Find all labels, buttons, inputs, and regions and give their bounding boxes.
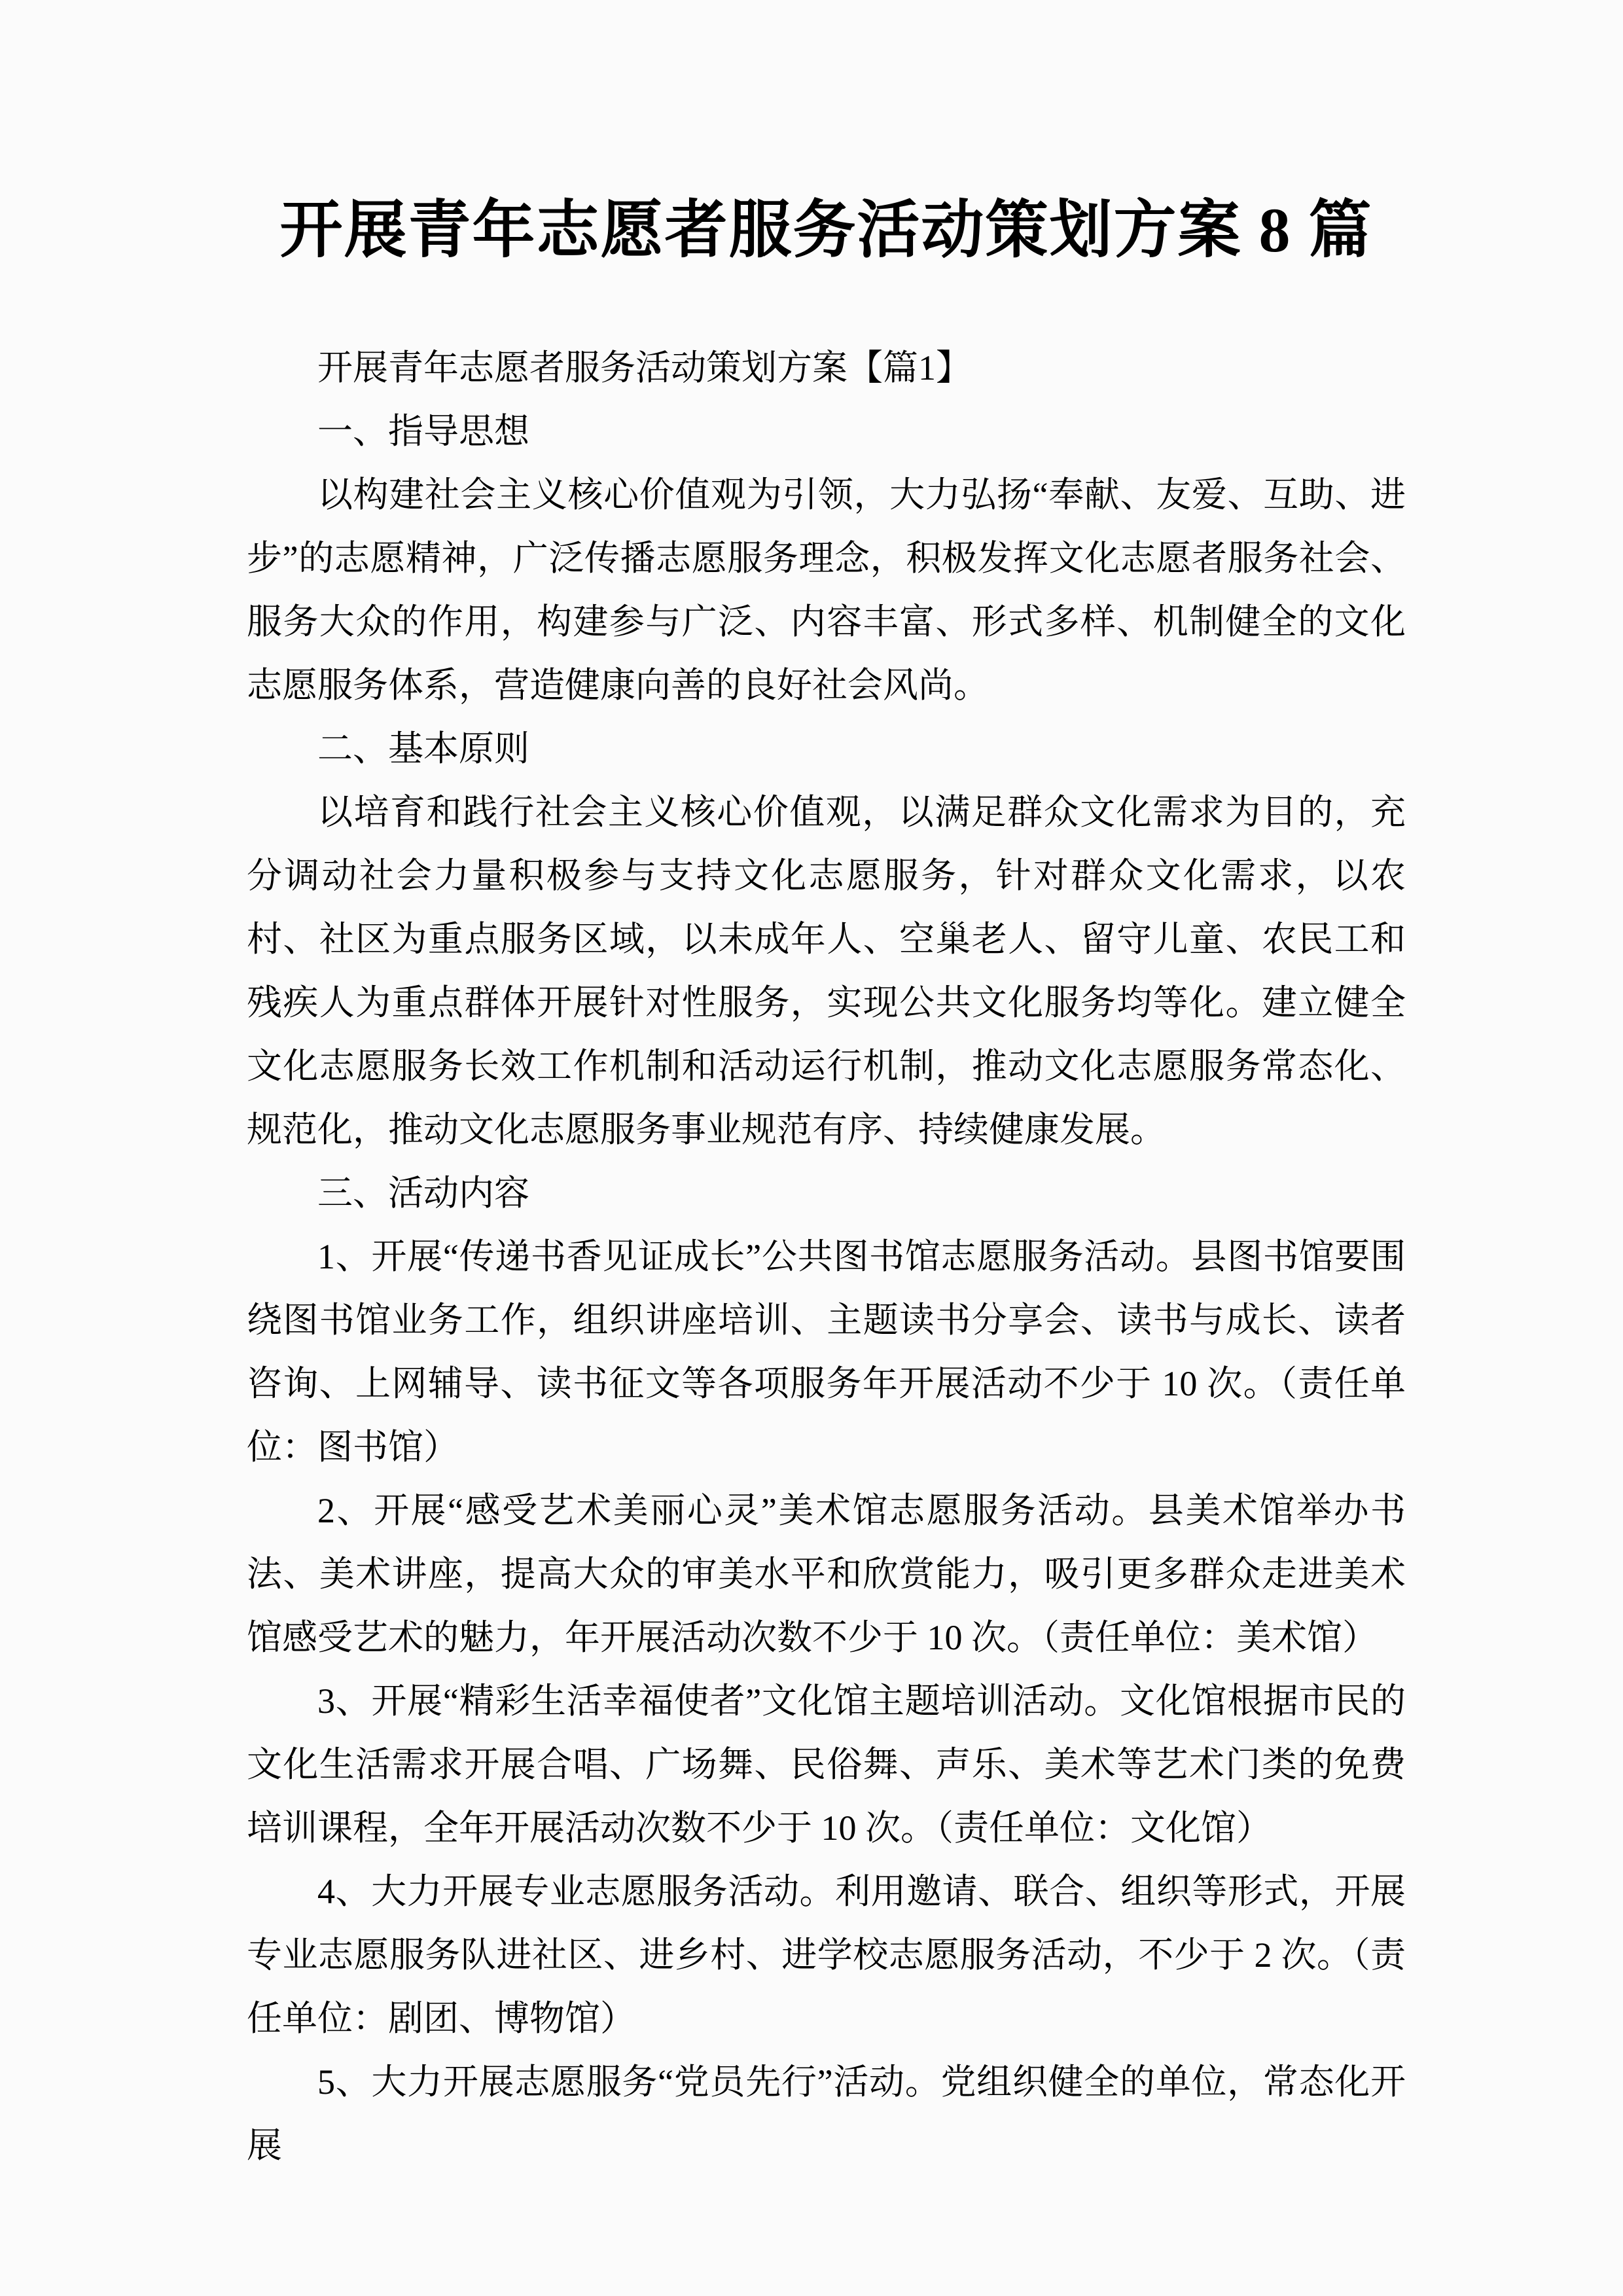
document-title: 开展青年志愿者服务活动策划方案 8 篇 (279, 195, 1373, 265)
paragraph-section-2-heading: 二、基本原则 (317, 729, 529, 768)
paragraph-section-3-heading: 三、活动内容 (317, 1174, 529, 1213)
paragraph-activity-3: 3、开展“精彩生活幸福使者”文化馆主题培训活动。文化馆根据市民的文化生活需求开展合唱、广场舞、民俗舞、声乐、美术等艺术门类的免费培训课程，全年开展活动次数不少于 10 次。（责任单位：文化馆） (247, 1681, 1406, 1848)
paragraph-section-2-body: 以培育和践行社会主义核心价值观，以满足群众文化需求为目的，充分调动社会力量积极参与支持文化志愿服务，针对群众文化需求，以农村、社区为重点服务区域，以未成年人、空巢老人、留守儿童、农民工和残疾人为重点群体开展针对性服务，实现公共文化服务均等化。建立健全文化志愿服务长效工作机制和活动运行机制，推动文化志愿服务常态化、规范化，推动文化志愿服务事业规范有序、持续健康发展。 (247, 793, 1406, 1149)
paragraph-activity-4: 4、大力开展专业志愿服务活动。利用邀请、联合、组织等形式，开展专业志愿服务队进社区、进乡村、进学校志愿服务活动，不少于 2 次。（责任单位：剧团、博物馆） (247, 1872, 1406, 2038)
paragraph-activity-5-truncated: 5、大力开展志愿服务“党员先行”活动。党组织健全的单位，常态化开展 (247, 2062, 1406, 2165)
paragraph-section-1-body: 以构建社会主义核心价值观为引领，大力弘扬“奉献、友爱、互助、进步”的志愿精神，广泛传播志愿服务理念，积极发挥文化志愿者服务社会、服务大众的作用，构建参与广泛、内容丰富、形式多样、机制健全的文化志愿服务体系，营造健康向善的良好社会风尚。 (247, 475, 1406, 705)
document-body (247, 336, 1406, 2178)
paragraph-section-1-heading: 一、指导思想 (317, 412, 529, 451)
paragraph-activity-1: 1、开展“传递书香见证成长”公共图书馆志愿服务活动。县图书馆要围绕图书馆业务工作，组织讲座培训、主题读书分享会、读书与成长、读者咨询、上网辅导、读书征文等各项服务年开展活动不少于 10 次。（责任单位：图书馆） (247, 1237, 1406, 1467)
paragraph-activity-2: 2、开展“感受艺术美丽心灵”美术馆志愿服务活动。县美术馆举办书法、美术讲座，提高大众的审美水平和欣赏能力，吸引更多群众走进美术馆感受艺术的魅力，年开展活动次数不少于 10 次。（责任单位：美术馆） (247, 1491, 1406, 1657)
paragraph-heading-pian1: 开展青年志愿者服务活动策划方案【篇1】 (317, 348, 971, 387)
